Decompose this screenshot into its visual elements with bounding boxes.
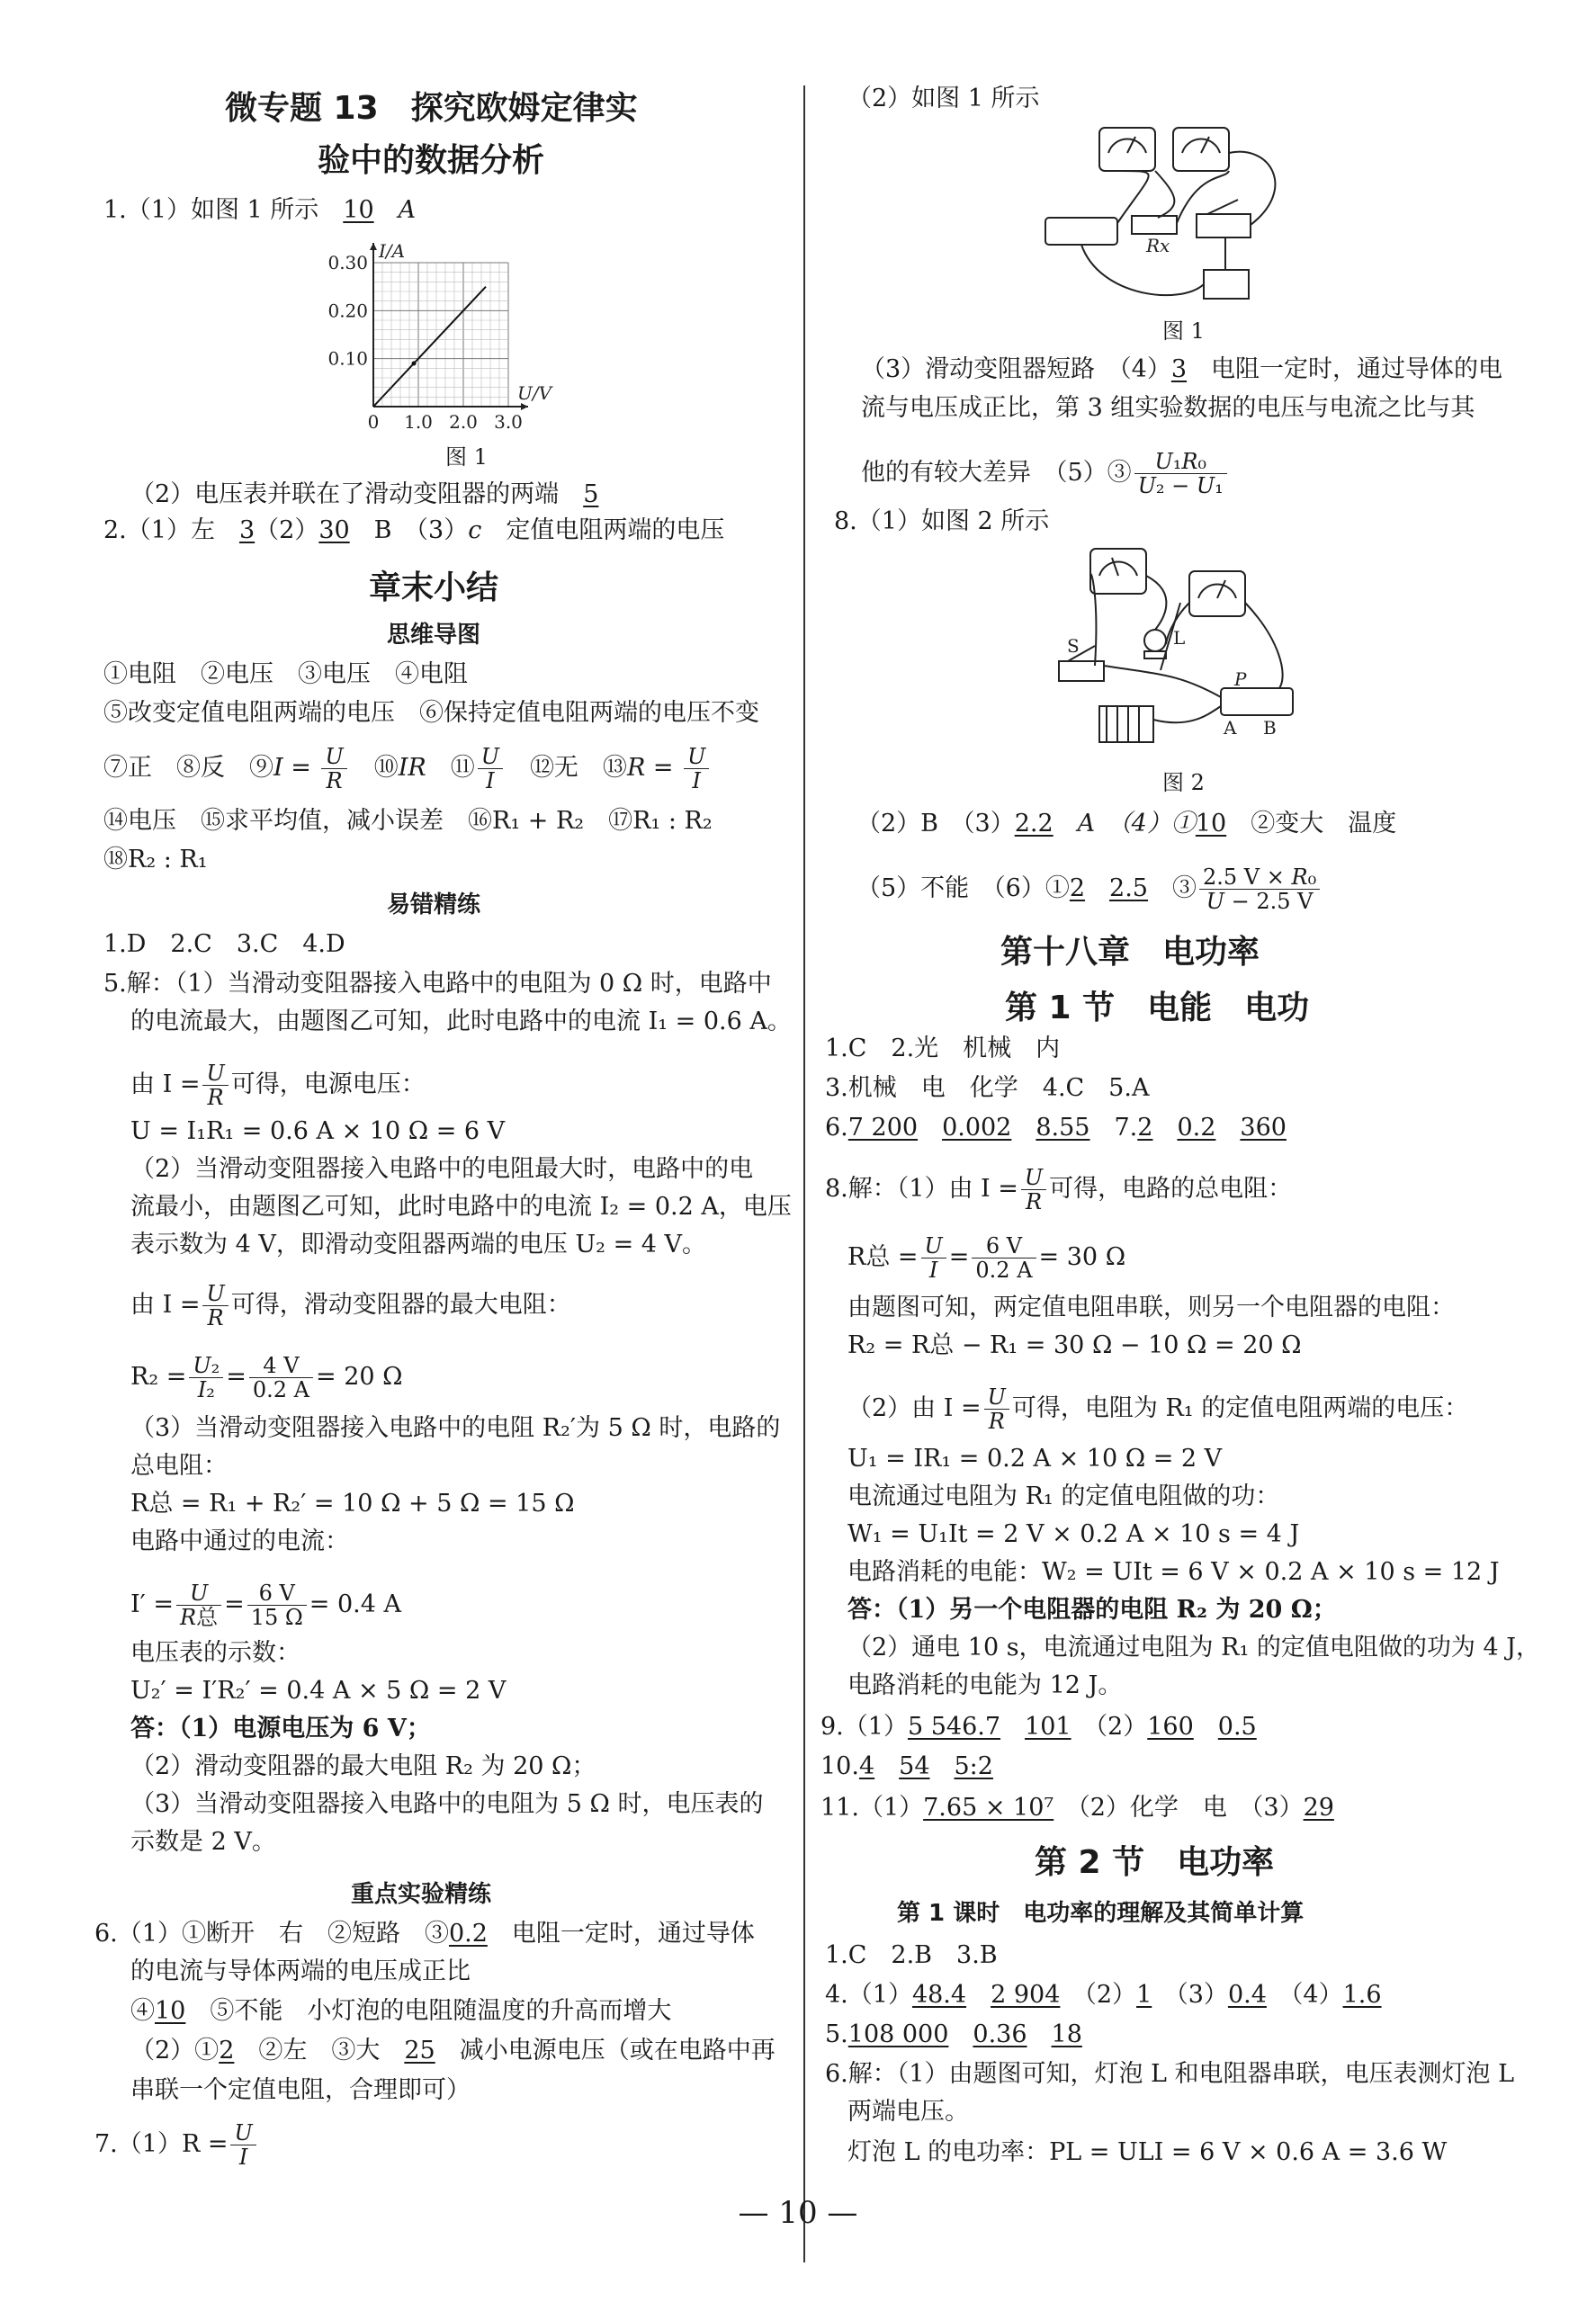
q8r-line8: W₁ = U₁It = 2 V × 0.2 A × 10 s = 4 J: [847, 1520, 1300, 1548]
label-p: P: [1234, 668, 1247, 690]
q8r-line3: 由题图可知，两定值电阻串联，则另一个电阻器的电阻：: [847, 1294, 1455, 1321]
q8r-line9: 电路消耗的电能：W₂ = UIt = 6 V × 0.2 A × 10 s = 12 J: [847, 1558, 1500, 1586]
q5-i-eq: I′ = $\frac{U}{\text{R总}}$ = $\frac{6 V}{15 \Omega}$ = 0.4 A: [130, 1581, 402, 1630]
y-tick-label: 0.20: [327, 300, 368, 322]
y-axis-label: I/A: [379, 240, 406, 262]
section2-title: 第 2 节 电功率: [1035, 1844, 1275, 1881]
chapter18-title: 第十八章 电功率: [1000, 934, 1260, 971]
s2-q6-line1: 6.解：（1）由题图可知，灯泡 L 和电阻器串联，电压表测灯泡 L: [825, 2060, 1515, 2088]
chapter-summary: 章末小结: [369, 569, 499, 606]
q5-line: U₂′ = I′R₂′ = 0.4 A × 5 Ω = 2 V: [130, 1677, 507, 1705]
q8-5: （5）不能 （6）①2 2.5 ③ $\frac{\text{2.5 V × R₀}}{U - 2.5 V}$: [856, 865, 1323, 913]
x-axis-label: U/V: [517, 382, 552, 404]
q5-line: 电压表的示数：: [130, 1639, 300, 1667]
q5-line: 答：（1）电源电压为 6 V；: [130, 1715, 431, 1742]
q5-line: （3）当滑动变阻器接入电路中的电阻为 5 Ω 时，电压表的: [130, 1790, 764, 1818]
s1-line3: 6.7 200 0.002 8.55 7.2 0.2 360: [825, 1114, 1287, 1142]
left-title-line2: 验中的数据分析: [318, 142, 545, 179]
q8r-line1: 8.解：（1）由 I = $\frac{U}{R}$ 可得，电路的总电阻：: [825, 1165, 1293, 1214]
mm-line3: ⑦正 ⑧反 ⑨I = $\frac{U}{R}$ ⑩IR ⑪ $\frac{U}{I}$ ⑫无 ⑬R = $\frac{U}{I}$: [103, 745, 712, 793]
series-line: [373, 287, 486, 407]
q8r-line4: R₂ = R总 − R₁ = 30 Ω − 10 Ω = 20 Ω: [847, 1331, 1302, 1359]
fig1-caption-right: 图 1: [1162, 318, 1205, 344]
y-tick-label: 0.30: [327, 252, 368, 273]
x-tick-label: 3.0: [494, 411, 523, 433]
svg-text:Rx: Rx: [1146, 235, 1170, 256]
voltmeter-icon: [1090, 549, 1146, 594]
q8r-line5: （2）由 I = $\frac{U}{R}$ 可得，电阻为 R₁ 的定值电阻两端的电压：: [847, 1384, 1469, 1434]
q8-2: （2）B （3）2.2 A （4）①10 ②变大 温度: [856, 810, 1397, 837]
q6-line1: 6.（1）①断开 右 ②短路 ③0.2 电阻一定时，通过导体: [94, 1920, 755, 1948]
switch-icon: [1059, 661, 1104, 681]
q8r-line11: （2）通电 10 s，电流通过电阻为 R₁ 的定值电阻做的功为 4 J，: [847, 1634, 1541, 1662]
y-tick-label: 0.10: [327, 347, 368, 370]
fig2-caption: 图 2: [1162, 770, 1205, 795]
x-tick-label: 2.0: [449, 411, 478, 433]
q9: 9.（1）5 546.7 101 （2）160 0.5: [820, 1713, 1257, 1741]
mm-line5: ⑱R₂ : R₁: [103, 846, 208, 873]
q6-line5: 串联一个定值电阻，合理即可）: [130, 2076, 471, 2104]
q10: 10.4 54 5:2: [820, 1752, 993, 1780]
ammeter-icon: [1189, 571, 1245, 616]
q6-line2: 的电流与导体两端的电压成正比: [130, 1957, 471, 1985]
x-tick-label: 1.0: [404, 411, 433, 433]
mm-line2: ⑤改变定值电阻两端的电压 ⑥保持定值电阻两端的电压不变: [103, 699, 759, 727]
error-practice-heading: 易错精练: [387, 891, 481, 918]
q5-line: 电路中通过的电流：: [130, 1527, 349, 1555]
s2-line2: 4.（1）48.4 2 904 （2）1 （3）0.4 （4）1.6: [825, 1981, 1382, 2009]
q5-line: 表示数为 4 V，即滑动变阻器两端的电压 U₂ = 4 V。: [130, 1231, 707, 1258]
q5-line: 的电流最大，由题图乙可知，此时电路中的电流 I₁ = 0.6 A。: [130, 1008, 792, 1035]
s2-q6-line3: 灯泡 L 的电功率：PL = ULI = 6 V × 0.6 A = 3.6 W: [847, 2138, 1448, 2166]
iu-chart: [310, 236, 552, 435]
q6-line4: （2）①2 ②左 ③大 25 减小电源电压（或在电路中再: [130, 2037, 776, 2065]
q8-1: 8.（1）如图 2 所示: [834, 507, 1050, 535]
q6-line3: ④10 ⑤不能 小灯泡的电阻随温度的升高而增大: [130, 1997, 672, 2025]
x-axis-arrow: [521, 403, 528, 410]
q7-line3: 他的有较大差异 （5）③ $\frac{\text{U₁R₀}}{\text{U₂ − U₁}}$: [861, 450, 1230, 497]
key-experiment-heading: 重点实验精练: [351, 1881, 492, 1908]
circuit-diagram-1: [1045, 117, 1315, 315]
voltmeter-icon: [1173, 128, 1229, 171]
q5-from2: 由 I = $\frac{U}{R}$ 可得，滑动变阻器的最大电阻：: [130, 1281, 571, 1330]
switch-icon: [1197, 214, 1251, 237]
rheostat-icon: [1045, 218, 1117, 245]
q7-3: （3）滑动变阻器短路 （4）3 电阻一定时，通过导体的电: [861, 355, 1503, 383]
section1-title: 第 1 节 电能 电功: [1005, 990, 1310, 1026]
q5-line: （2）滑动变阻器的最大电阻 R₂ 为 20 Ω；: [130, 1752, 596, 1780]
mm-line1: ①电阻 ②电压 ③电压 ④电阻: [103, 660, 468, 688]
ammeter-icon: [1099, 128, 1155, 171]
rheostat-icon: [1221, 688, 1293, 715]
ep-line1: 1.D 2.C 3.C 4.D: [103, 930, 345, 958]
q5-line: （2）当滑动变阻器接入电路中的电阻最大时，电路中的电: [130, 1155, 754, 1183]
q5-line: R总 = R₁ + R₂′ = 10 Ω + 5 Ω = 15 Ω: [130, 1490, 575, 1518]
s2-q6-line2: 两端电压。: [847, 2098, 969, 2126]
left-title-line1: 微专题 13 探究欧姆定律实: [225, 90, 638, 127]
mm-line4: ⑭电压 ⑮求平均值，减小误差 ⑯R₁ + R₂ ⑰R₁ : R₂: [103, 807, 713, 835]
page-number: — 10 —: [738, 2195, 858, 2231]
q5-line: 总电阻：: [130, 1452, 228, 1480]
q7-line2: 流与电压成正比，第 3 组实验数据的电压与电流之比与其: [861, 394, 1475, 422]
s1-line2: 3.机械 电 化学 4.C 5.A: [825, 1074, 1150, 1102]
label-l: L: [1173, 627, 1186, 649]
q7-formula: 7.（1）R = $\frac{U}{I}$: [94, 2121, 259, 2169]
s1-line1: 1.C 2.光 机械 内: [825, 1035, 1061, 1062]
q1a: 1.（1）如图 1 所示 10 A: [103, 196, 417, 224]
q8r-line12: 电路消耗的电能为 12 J。: [847, 1671, 1123, 1699]
q8r-line10: 答：（1）另一个电阻器的电阻 R₂ 为 20 Ω；: [847, 1596, 1337, 1624]
data-point: [412, 362, 417, 366]
battery-icon: [1204, 270, 1249, 299]
label-b: B: [1263, 717, 1277, 739]
q2: 2.（1）左 3（2）30 B （3）c 定值电阻两端的电压: [103, 516, 725, 544]
q1b: （2）电压表并联在了滑动变阻器的两端 5: [130, 480, 599, 508]
lamp-icon: [1144, 630, 1166, 651]
q5-from1: 由 I = $\frac{U}{R}$ 可得，电源电压：: [130, 1061, 426, 1110]
q5-line: 5.解：（1）当滑动变阻器接入电路中的电阻为 0 Ω 时，电路中: [103, 970, 772, 998]
fig1-caption-left: 图 1: [445, 444, 488, 470]
q5-r2-eq: R₂ = $\frac{\text{U₂}}{\text{I₂}}$ = $\frac{4 V}{0.2 A}$ = 20 Ω: [130, 1353, 403, 1402]
mind-map-heading: 思维导图: [387, 622, 481, 649]
label-s: S: [1067, 635, 1080, 657]
circuit-diagram-2: [1054, 540, 1306, 756]
label-a: A: [1224, 717, 1237, 739]
q11: 11.（1）7.65 × 10⁷ （2）化学 电 （3）29: [820, 1794, 1334, 1822]
q5-line: 流最小，由题图乙可知，此时电路中的电流 I₂ = 0.2 A，电压: [130, 1193, 792, 1221]
q5-line: （3）当滑动变阻器接入电路中的电阻 R₂′为 5 Ω 时，电路的: [130, 1414, 781, 1442]
q5-line: 示数是 2 V。: [130, 1828, 276, 1856]
q5-line: U = I₁R₁ = 0.6 A × 10 Ω = 6 V: [130, 1117, 506, 1145]
chart-axes: [327, 240, 553, 433]
x-tick-label: 0: [367, 411, 380, 433]
y-axis-arrow: [370, 243, 377, 250]
chart-marks: [373, 287, 486, 407]
s2-line1: 1.C 2.B 3.B: [825, 1941, 998, 1969]
q7-2: （2）如图 1 所示: [847, 85, 1040, 112]
q8r-line7: 电流通过电阻为 R₁ 的定值电阻做的功：: [847, 1482, 1280, 1510]
resistor-icon: [1132, 216, 1177, 234]
lesson1-title: 第 1 课时 电功率的理解及其简单计算: [897, 1900, 1305, 1927]
q8r-rtotal: R总 = $\frac{U}{I}$ = $\frac{6 V}{0.2 A}$ = 30 Ω: [847, 1233, 1126, 1283]
s2-line3: 5.108 000 0.36 18: [825, 2020, 1082, 2048]
q8r-line6: U₁ = IR₁ = 0.2 A × 10 Ω = 2 V: [847, 1445, 1223, 1473]
column-divider: [803, 85, 805, 2262]
